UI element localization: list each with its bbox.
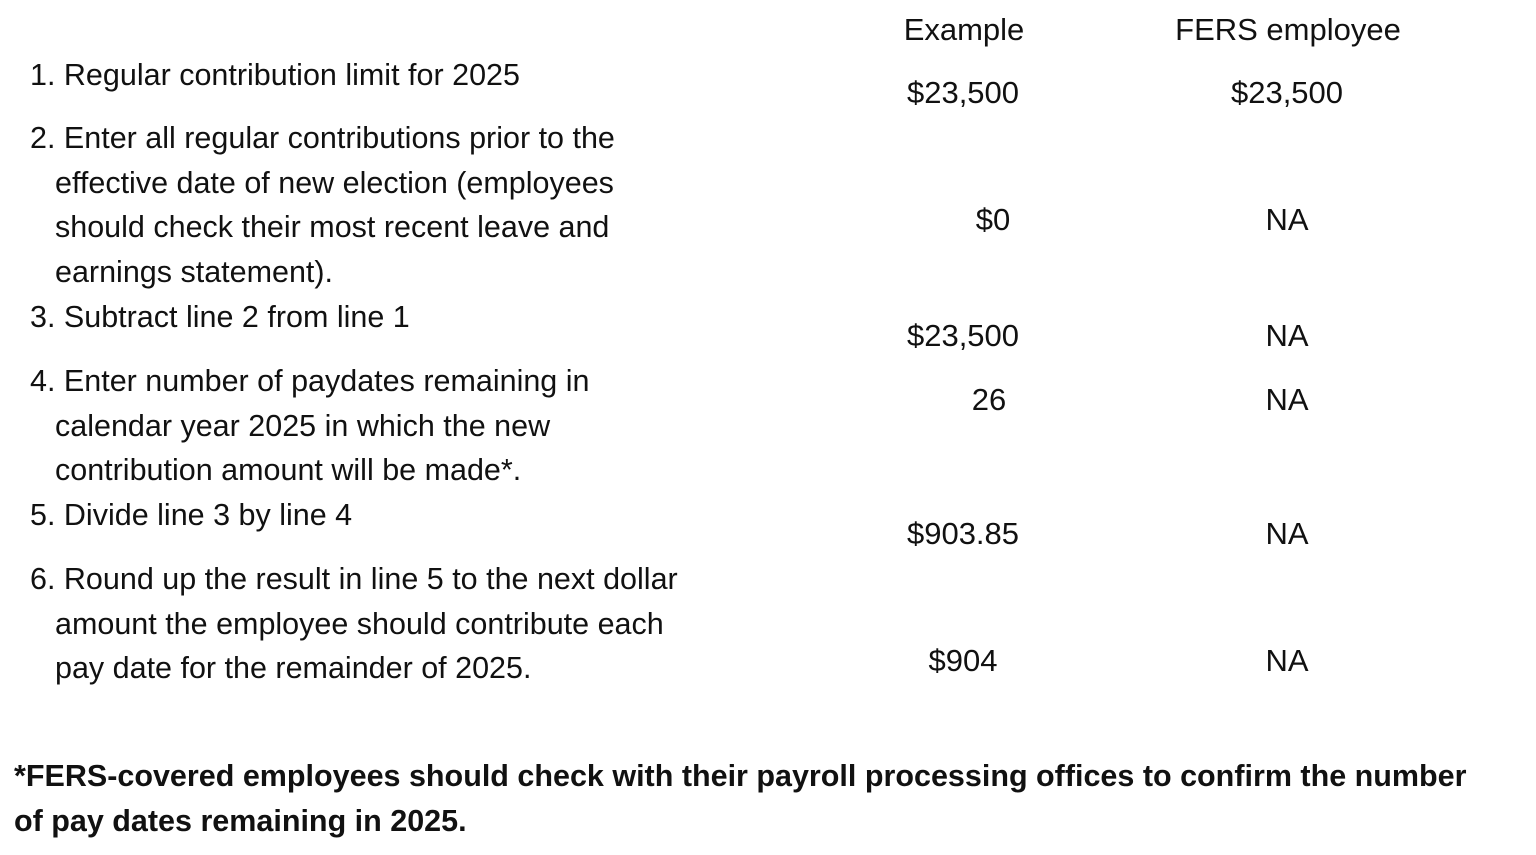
column-header-fers-employee: FERS employee — [1175, 12, 1401, 47]
footnote-line: *FERS-covered employees should check with their payroll processing offices to confirm the number — [14, 759, 1467, 793]
row-5-label — [30, 493, 790, 538]
row-4-label-line: 4. Enter number of paydates remaining in — [30, 364, 590, 398]
row-4-label-line: calendar year 2025 in which the new — [55, 408, 551, 443]
row-3-label-line: 3. Subtract line 2 from line 1 — [30, 300, 410, 334]
row-3-label — [30, 295, 790, 340]
row-2-label-line: 2. Enter all regular contributions prior to the — [30, 121, 615, 155]
row-2-fers-value: NA — [1265, 202, 1309, 237]
row-2-example-value: $0 — [975, 202, 1011, 237]
footnote-line: of pay dates remaining in 2025. — [14, 804, 467, 838]
row-2-label-line: should check their most recent leave and — [55, 210, 610, 244]
row-4-label-line: contribution amount will be made*. — [55, 453, 522, 487]
row-1-example-value: $23,500 — [906, 75, 1020, 110]
row-6-label-line: 6. Round up the result in line 5 to the next dollar — [30, 562, 678, 596]
row-6-example-value: $904 — [928, 643, 998, 678]
row-5-fers-value: NA — [1265, 516, 1309, 551]
row-5-label-line: 5. Divide line 3 by line 4 — [30, 498, 353, 532]
row-6-label-line: pay date for the remainder of 2025. — [55, 651, 532, 685]
row-4-label — [30, 359, 790, 493]
column-header-example: Example — [903, 12, 1025, 47]
row-6-fers-value: NA — [1265, 643, 1309, 678]
row-6-label-line: amount the employee should contribute each — [55, 606, 664, 641]
row-6-label — [30, 557, 790, 691]
row-2-label-line: effective date of new election (employees — [55, 165, 614, 200]
row-5-example-value: $903.85 — [906, 516, 1020, 551]
row-1-label-line: 1. Regular contribution limit for 2025 — [30, 58, 520, 92]
row-3-example-value: $23,500 — [906, 318, 1020, 353]
footnote — [14, 754, 1529, 844]
row-3-fers-value: NA — [1265, 318, 1309, 353]
row-1-label — [30, 53, 790, 98]
row-1-fers-value: $23,500 — [1230, 75, 1344, 110]
row-4-fers-value: NA — [1265, 382, 1309, 417]
row-4-example-value: 26 — [971, 382, 1007, 417]
row-2-label-line: earnings statement). — [55, 254, 334, 289]
row-2-label — [30, 116, 790, 294]
